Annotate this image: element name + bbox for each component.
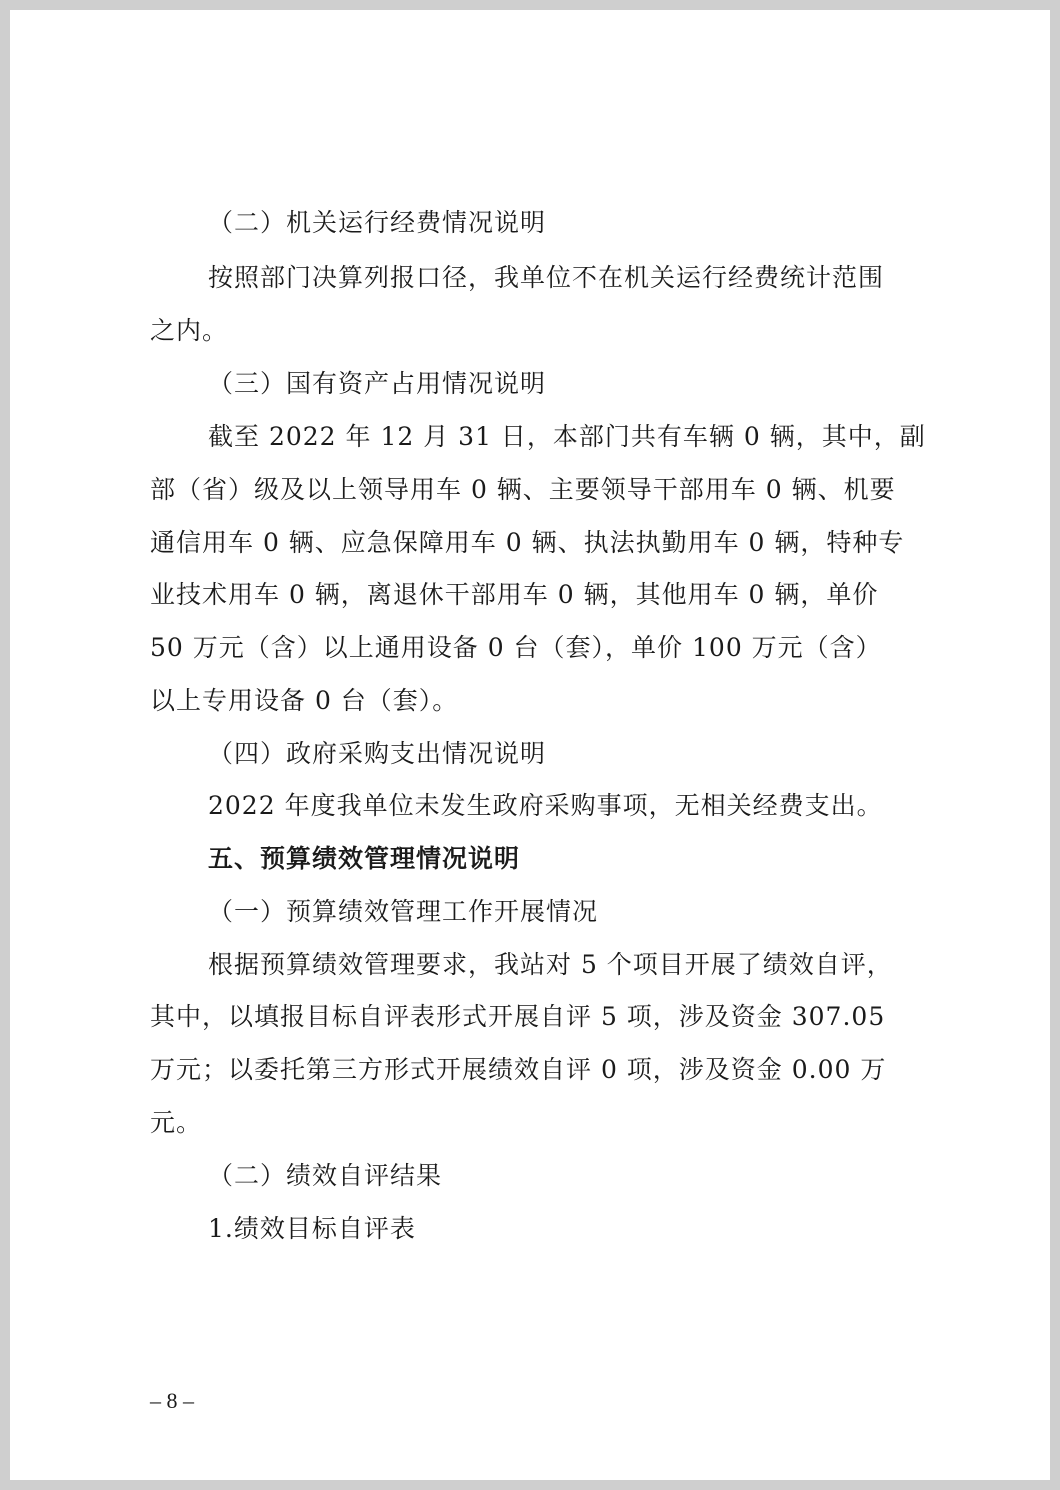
paragraph-line: 按照部门决算列报口径，我单位不在机关运行经费统计范围 bbox=[208, 263, 885, 292]
section-heading-admin-expenses: （二）机关运行经费情况说明 bbox=[208, 208, 547, 237]
section-heading-performance-work: （一）预算绩效管理工作开展情况 bbox=[208, 897, 599, 926]
paragraph-line: 通信用车 0 辆、应急保障用车 0 辆、执法执勤用车 0 辆，特种专 bbox=[150, 528, 905, 557]
chapter-heading-performance: 五、预算绩效管理情况说明 bbox=[208, 844, 521, 873]
paragraph-line: 50 万元（含）以上通用设备 0 台（套），单价 100 万元（含） bbox=[150, 633, 882, 662]
section-heading-self-evaluation: （二）绩效自评结果 bbox=[208, 1161, 443, 1190]
paragraph-line: 其中，以填报目标自评表形式开展自评 5 项，涉及资金 307.05 bbox=[150, 1002, 886, 1031]
paragraph-line: 元。 bbox=[150, 1108, 203, 1137]
paragraph-line: 2022 年度我单位未发生政府采购事项，无相关经费支出。 bbox=[208, 791, 883, 820]
paragraph-line: 以上专用设备 0 台（套）。 bbox=[150, 686, 459, 715]
paragraph-line: 万元；以委托第三方形式开展绩效自评 0 项，涉及资金 0.00 万 bbox=[150, 1055, 887, 1084]
paragraph-line: 之内。 bbox=[150, 316, 229, 345]
paragraph-line: 部（省）级及以上领导用车 0 辆、主要领导干部用车 0 辆、机要 bbox=[150, 475, 896, 504]
subsection-label: 1.绩效目标自评表 bbox=[208, 1214, 416, 1243]
paragraph-line: 截至 2022 年 12 月 31 日，本部门共有车辆 0 辆，其中，副 bbox=[208, 422, 926, 451]
document-page bbox=[10, 10, 1050, 1480]
paragraph-line: 业技术用车 0 辆，离退休干部用车 0 辆，其他用车 0 辆，单价 bbox=[150, 580, 879, 609]
paragraph-line: 根据预算绩效管理要求，我站对 5 个项目开展了绩效自评， bbox=[208, 950, 893, 979]
page-number: – 8 – bbox=[150, 1388, 194, 1413]
section-heading-state-assets: （三）国有资产占用情况说明 bbox=[208, 369, 547, 398]
section-heading-procurement: （四）政府采购支出情况说明 bbox=[208, 739, 547, 768]
